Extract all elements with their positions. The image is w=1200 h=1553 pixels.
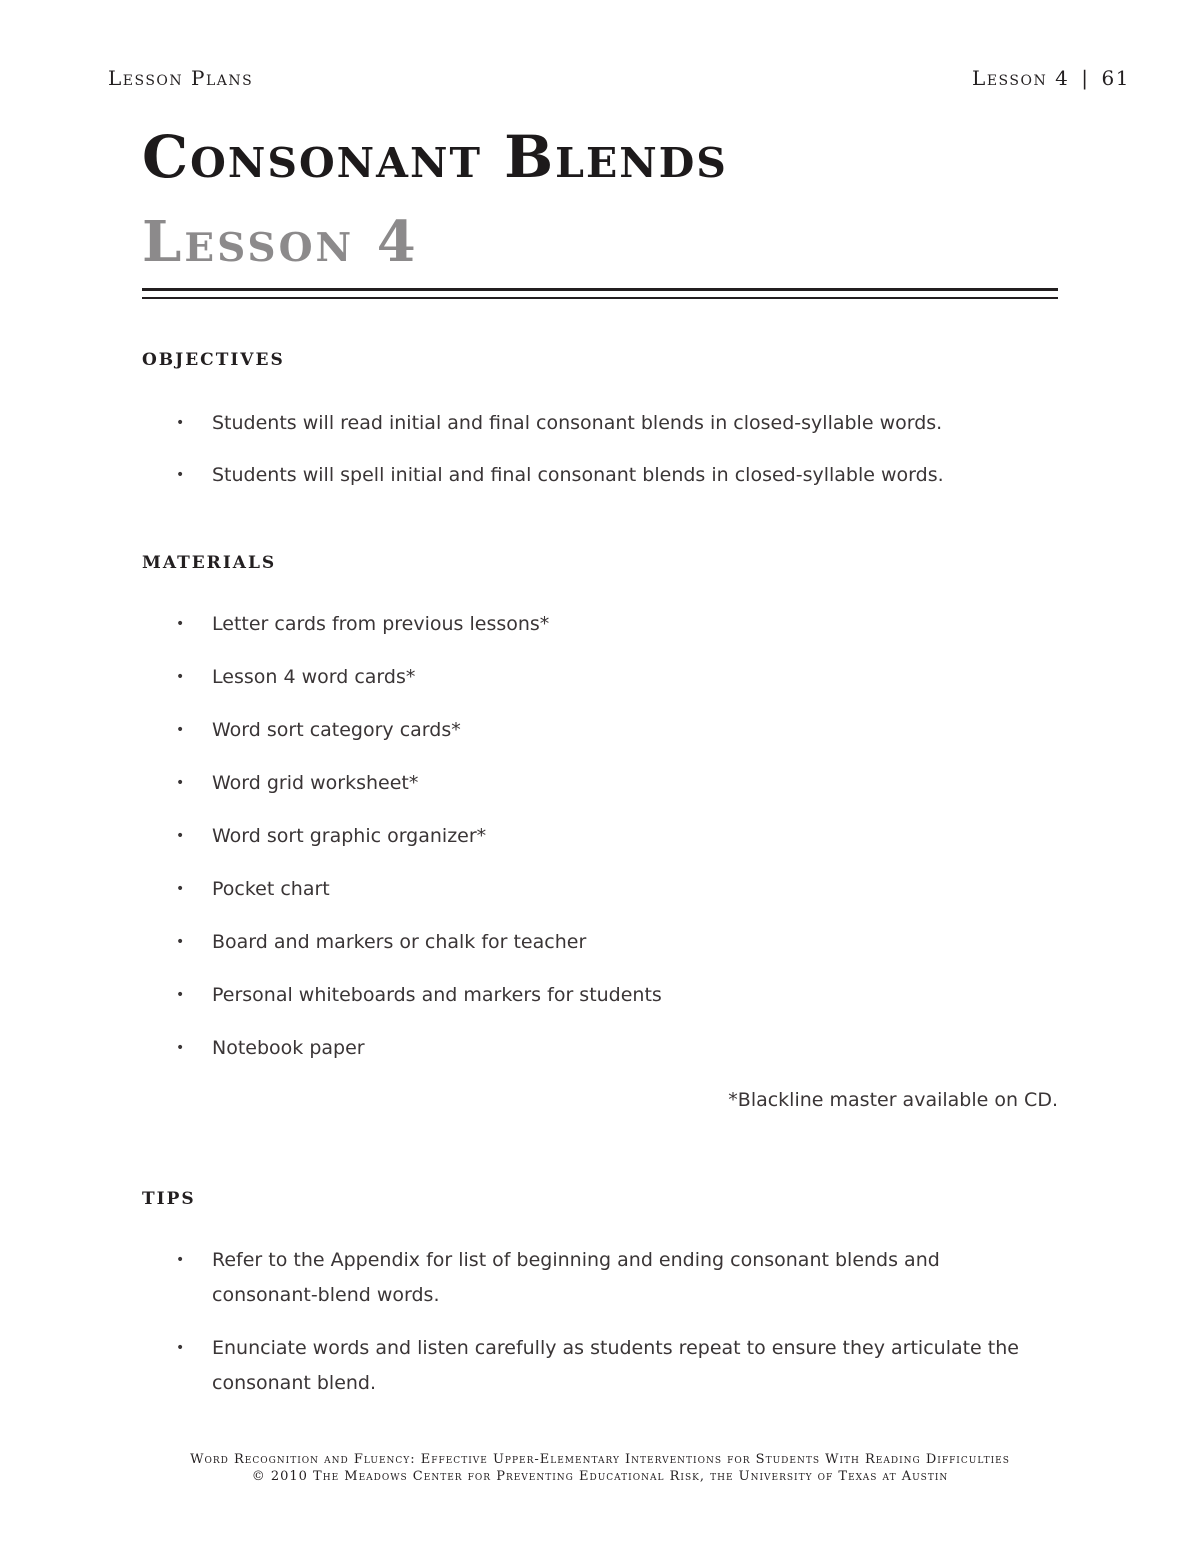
list-item-text: Students will spell initial and final consonant blends in closed-syllable words. [212, 464, 944, 486]
list-item [142, 925, 1058, 960]
bullet-icon: • [176, 669, 185, 685]
bullet-icon: • [176, 775, 185, 791]
page-subtitle: Lesson 4 [142, 209, 419, 275]
bullet-icon: • [176, 616, 185, 632]
bullet-icon: • [176, 467, 185, 483]
list-item-text: Refer to the Appendix for list of beginning and ending consonant blends and consonant-blend words. [212, 1249, 940, 1306]
list-item-text: Pocket chart [212, 878, 330, 900]
bullet-icon: • [176, 415, 185, 431]
list-item [142, 872, 1058, 907]
bullet-icon: • [176, 881, 185, 897]
objectives-list [142, 406, 1058, 493]
bullet-icon: • [176, 722, 185, 738]
list-item-text: Letter cards from previous lessons* [212, 613, 550, 635]
list-item [142, 1331, 1042, 1401]
materials-heading: materials [142, 545, 277, 574]
objectives-heading: objectives [142, 342, 285, 371]
list-item [142, 458, 1058, 493]
materials-list [142, 607, 1058, 1066]
list-item-text: Word sort graphic organizer* [212, 825, 487, 847]
list-item [142, 607, 1058, 642]
running-header-separator: | [1081, 66, 1090, 90]
running-header-lesson: Lesson 4 [972, 66, 1070, 90]
bullet-icon: • [176, 987, 185, 1003]
bullet-icon: • [176, 934, 185, 950]
bullet-icon: • [176, 828, 185, 844]
title-rule-bottom [142, 297, 1058, 299]
list-item-text: Personal whiteboards and markers for students [212, 984, 662, 1006]
list-item-text: Enunciate words and listen carefully as students repeat to ensure they articulate the consonant blend. [212, 1337, 1019, 1394]
list-item [142, 713, 1058, 748]
materials-footnote: *Blackline master available on CD. [728, 1089, 1058, 1111]
tips-heading: tips [142, 1181, 196, 1210]
bullet-icon: • [176, 1252, 185, 1268]
list-item [142, 766, 1058, 801]
list-item [142, 819, 1058, 854]
page-number: 61 [1101, 66, 1130, 90]
list-item-text: Students will read initial and final consonant blends in closed-syllable words. [212, 412, 943, 434]
list-item [142, 1031, 1058, 1066]
footer-copyright: © 2010 The Meadows Center for Preventing Educational Risk, the University of Texas at Austin [251, 1469, 949, 1484]
list-item [142, 978, 1058, 1013]
tips-list [142, 1243, 1042, 1401]
list-item-text: Lesson 4 word cards* [212, 666, 416, 688]
bullet-icon: • [176, 1040, 185, 1056]
running-header-left: Lesson Plans [108, 66, 254, 90]
running-header-right [972, 66, 1130, 90]
footer-publication-title: Word Recognition and Fluency: Effective Upper-Elementary Interventions for Students With Reading Difficulties [190, 1452, 1010, 1467]
list-item [142, 660, 1058, 695]
page-title: Consonant Blends [142, 123, 728, 191]
list-item [142, 406, 1058, 441]
list-item-text: Word sort category cards* [212, 719, 461, 741]
list-item-text: Word grid worksheet* [212, 772, 419, 794]
list-item-text: Notebook paper [212, 1037, 365, 1059]
title-rule-top [142, 288, 1058, 291]
list-item-text: Board and markers or chalk for teacher [212, 931, 587, 953]
bullet-icon: • [176, 1340, 185, 1356]
list-item [142, 1243, 1042, 1313]
